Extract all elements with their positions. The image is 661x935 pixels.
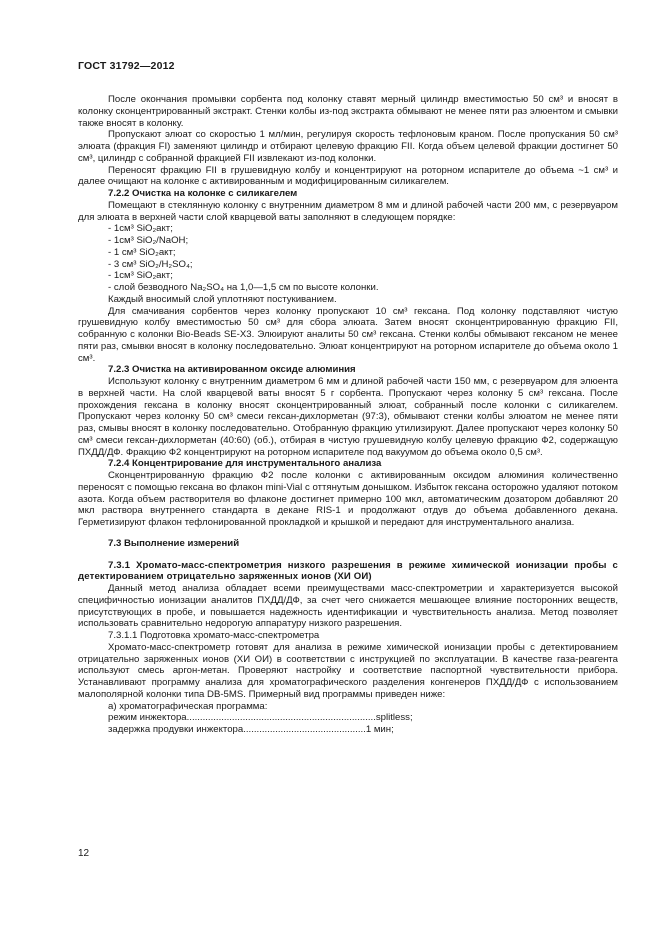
- section-heading: 7.2.4 Концентрирование для инструментального анализа: [108, 458, 382, 470]
- paragraph: Помещают в стеклянную колонку с внутренним диаметром 8 мм и длиной рабочей части 200 мм, с резервуаром для элюата в верхней части слой кварцевой ваты заполняют в следующем порядке:: [78, 199, 618, 223]
- standard-header: ГОСТ 31792—2012: [78, 60, 175, 72]
- list-item: - 1см³ SiO₂акт;: [108, 270, 173, 282]
- list-item: а) хроматографическая программа:: [108, 700, 268, 712]
- page-number: 12: [78, 848, 90, 859]
- list-item: - 1см³ SiO₂акт;: [108, 223, 173, 235]
- paragraph: Данный метод анализа обладает всеми преимуществами масс-спектрометрии и характеризуется высокой специфичностью ионизации аналитов ПХДД/ДФ, за счет чего снижается мешающее влияние посторонних веществ, присутствующих в пробе, и повышается надежность идентификации и чувствительность анализа. Метод позволяет использовать сравнительно недорогую аппаратуру низкого разрешения.: [78, 583, 618, 630]
- paragraph: Переносят фракцию FII в грушевидную колбу и концентрируют на роторном испарителе до объема ~1 см³ и далее очищают на колонке с активированным и модифицированным силикагелем.: [78, 164, 618, 188]
- paragraph: После окончания промывки сорбента под колонку ставят мерный цилиндр вместимостью 50 см³ и вносят в колонку сконцентрированный экстракт. Стенки колбы из-под экстракта обмывают не менее пяти раз элюентом и смывки также вносят в колонку.: [78, 94, 618, 129]
- document-body: [78, 94, 618, 736]
- section-heading: 7.3.1 Хромато-масс-спектрометрия низкого разрешения в режиме химической ионизации пробы с детектированием отрицательно заряженных ионов (ХИ ОИ): [78, 559, 618, 583]
- paragraph: Хромато-масс-спектрометр готовят для анализа в режиме химической ионизации пробы с детектированием отрицательно заряженных ионов (ХИ ОИ) в соответствии с инструкцией по эксплуатации. В качестве газа-реагента используют смесь аргон-метан. Проверяют настройку и соответствие паспортной чувствительности прибора. Устанавливают программу анализа для хроматографического разделения конгенеров ПХДД/ДФ с использованием малополярной колонки типа DB-5MS. Примерный вид программы приведен ниже:: [78, 641, 618, 700]
- subsection-heading: 7.3.1.1 Подготовка хромато-масс-спектрометра: [108, 630, 320, 641]
- list-item: - 1см³ SiO₂/NaOH;: [108, 235, 189, 246]
- paragraph: Пропускают элюат со скоростью 1 мл/мин, регулируя скорость тефлоновым краном. После пропускания 50 см³ элюата (фракция FI) заменяют цилиндр и отбирают целевую фракцию FII. Когда объем целевой фракции достигнет 50 см³, цилиндр с собранной фракцией FII извлекают из-под колонки.: [78, 129, 618, 164]
- paragraph: Для смачивания сорбентов через колонку пропускают 10 см³ гексана. Под колонку подставляют чистую грушевидную колбу вместимостью 50 см³ для сбора элюата. Затем вносят сконцентрированную фракцию FII, собранную с колонки Bio-Beads SE-X3. Элюируют аналиты 50 см³ гексана. Стенки колбы обмывают гексаном не менее пяти раз, смывки вносят в колонку последовательно. Элюат концентрируют на роторном испарителе до объема около 1 см³.: [78, 305, 618, 364]
- paragraph: Используют колонку с внутренним диаметром 6 мм и длиной рабочей части 150 мм, с резервуаром для элюента в верхней части. На слой кварцевой ваты вносят 5 г сорбента. Пропускают через колонку 5 см³ гексана. После прохождения гексана в колонку вносят сконцентрированный элюат, собранный после колонки с силикагелем. Пропускают через колонку 50 см³ смеси гексан-дихлорметан (97:3), обмывают стенки колбы элюатом не менее пяти раз, смывы вносят в колонку последовательно. Отобранную фракцию утилизируют. Далее пропускают через колонку 50 см³ смеси гексан-дихлорметан (40:60) (об.), отбирая в чистую грушевидную колбу целевую фракцию Ф2, содержащую ПХДД/ДФ. Фракцию Ф2 концентрируют на роторном испарителе под вакуумом до объема около 0,5 см³.: [78, 376, 618, 458]
- section-heading: 7.2.3 Очистка на активированном оксиде алюминия: [108, 364, 356, 376]
- list-item: - 1 см³ SiO₂акт;: [108, 246, 176, 258]
- paragraph: Сконцентрированную фракцию Ф2 после колонки с активированным оксидом алюминия количественно переносят с помощью гексана во флакон mini-Vial с оттянутым донышком. Избыток гексана осторожно удаляют потоком азота. Когда объем растворителя во флаконе достигнет примерно 100 мкл, автоматическим дозатором добавляют 20 мкл раствора внутреннего стандарта в декане RIS-1 и продолжают отдув до объема добавленного декана. Герметизируют флакон тефлонированной прокладкой и крышкой и передают для инструментального анализа.: [78, 470, 618, 528]
- list-item: - слой безводного Na₂SO₄ на 1,0—1,5 см по высоте колонки.: [108, 282, 379, 293]
- list-item: - 3 см³ SiO₂/H₂SO₄;: [108, 258, 193, 270]
- section-heading: 7.2.2 Очистка на колонке с силикагелем: [108, 188, 298, 199]
- list-item: задержка продувки инжектора..............................................1 мин;: [108, 724, 394, 735]
- paragraph: Каждый вносимый слой уплотняют постукиванием.: [108, 293, 337, 305]
- list-item: режим инжектора.......................................................................splitless;: [108, 712, 413, 724]
- section-heading: 7.3 Выполнение измерений: [108, 537, 240, 549]
